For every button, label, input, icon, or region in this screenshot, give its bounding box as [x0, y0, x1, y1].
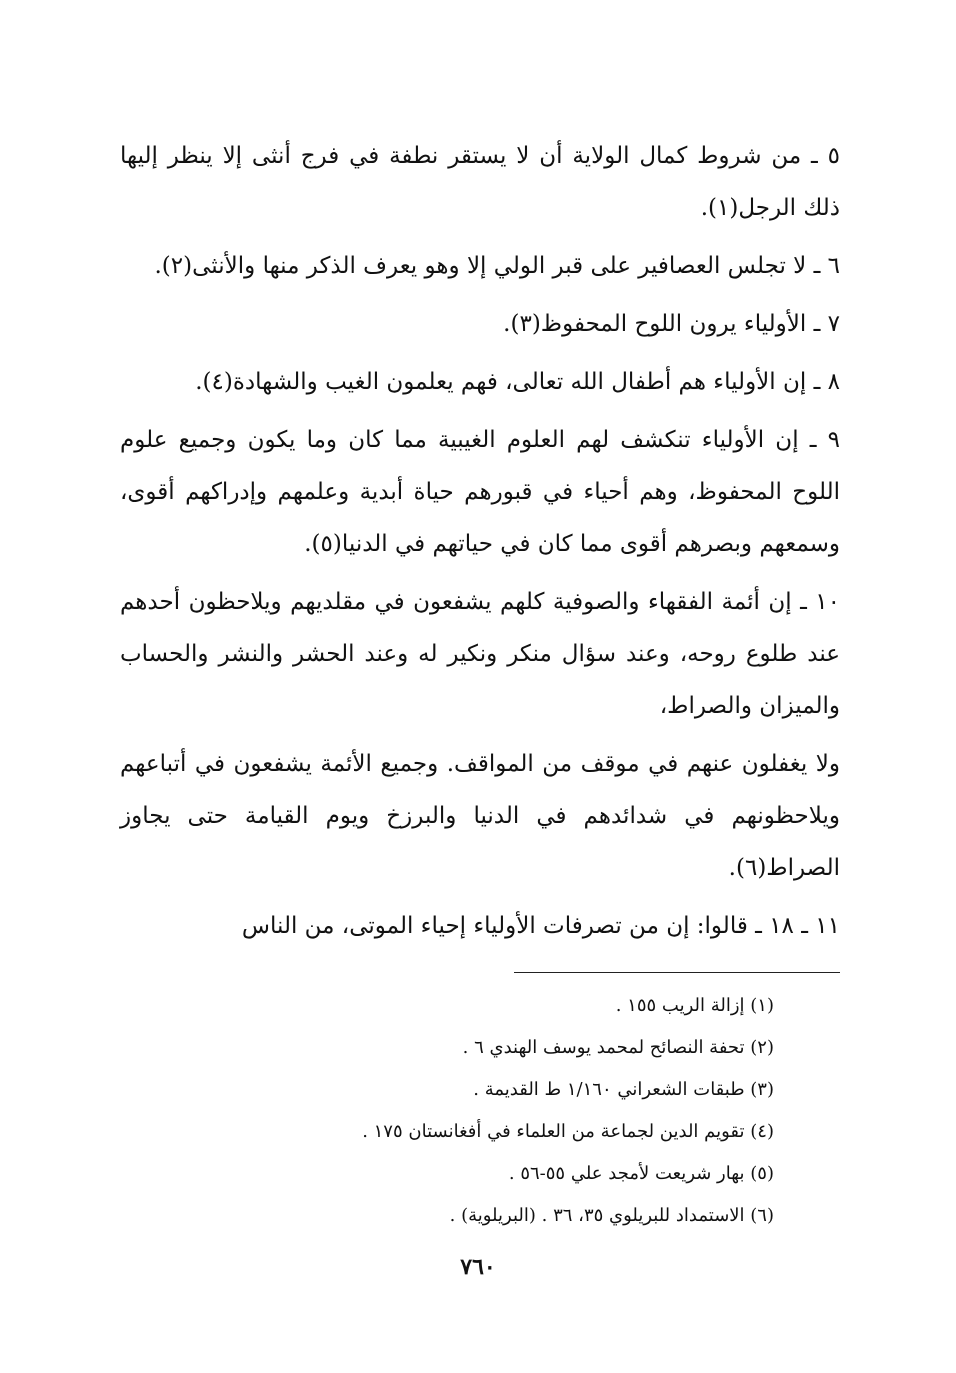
main-text: [120, 130, 840, 958]
paragraph-7: ٧ ـ الأولياء يرون اللوح المحفوظ(٣).: [503, 311, 840, 337]
paragraph-8: ٨ ـ إن الأولياء هم أطفال الله تعالى، فهم يعلمون الغيب والشهادة(٤).: [195, 369, 840, 395]
footnote-3: (٣) طبقات الشعراني ١/١٦٠ ط القديمة .: [473, 1079, 774, 1100]
paragraph-6: ٦ ـ لا تجلس العصافير على قبر الولي إلا وهو يعرف الذكر منها والأنثى(٢).: [154, 253, 840, 279]
paragraph-11-18: ١١ ـ ١٨ ـ قالوا: إن من تصرفات الأولياء إحياء الموتى، من الناس: [241, 913, 840, 939]
footnote-5: (٥) بهار شريعت لأمجد علي ٥٥-٥٦ .: [508, 1163, 774, 1184]
paragraph-9: ٩ ـ إن الأولياء تنكشف لهم العلوم الغيبية مما كان وما يكون وجميع علوم اللوح المحفوظ، وهم أحياء في قبورهم حياة أبدية وعلمهم وإدراكهم أقوى، وسمعهم وبصرهم أقوى مما كان في حياتهم في الدنيا(٥).: [120, 427, 841, 557]
footnote-2: (٢) تحفة النصائح لمحمد يوسف الهندي ٦ .: [462, 1037, 774, 1058]
page-number: ٧٦٠: [460, 1254, 496, 1280]
paragraph-10-continued: ولا يغفلون عنهم في موقف من المواقف. وجميع الأئمة يشفعون في أتباعهم ويلاحظونهم في شدائدهم في الدنيا والبرزخ ويوم القيامة حتى يجاوز الصراط(٦).: [120, 751, 840, 881]
paragraph-10: ١٠ ـ إن أئمة الفقهاء والصوفية كلهم يشفعون في مقلديهم ويلاحظون أحدهم عند طلوع روحه، وعند سؤال منكر ونكير له وعند الحشر والنشر والحساب والميزان والصراط،: [120, 589, 840, 719]
footnote-1: (١) إزالة الريب ١٥٥ .: [615, 995, 774, 1016]
footnote-4: (٤) تقويم الدين لجماعة من العلماء في أفغانستان ١٧٥ .: [362, 1121, 774, 1142]
paragraph-5: ٥ ـ من شروط كمال الولاية أن لا يستقر نطفة في فرج أنثى إلا ينظر إليها ذلك الرجل(١).: [120, 143, 840, 221]
footnotes: [214, 985, 774, 1237]
footnote-divider: [514, 972, 840, 973]
footnote-6: (٦) الاستمداد للبريلوي ٣٥، ٣٦ . (البريلوية) .: [449, 1205, 774, 1226]
